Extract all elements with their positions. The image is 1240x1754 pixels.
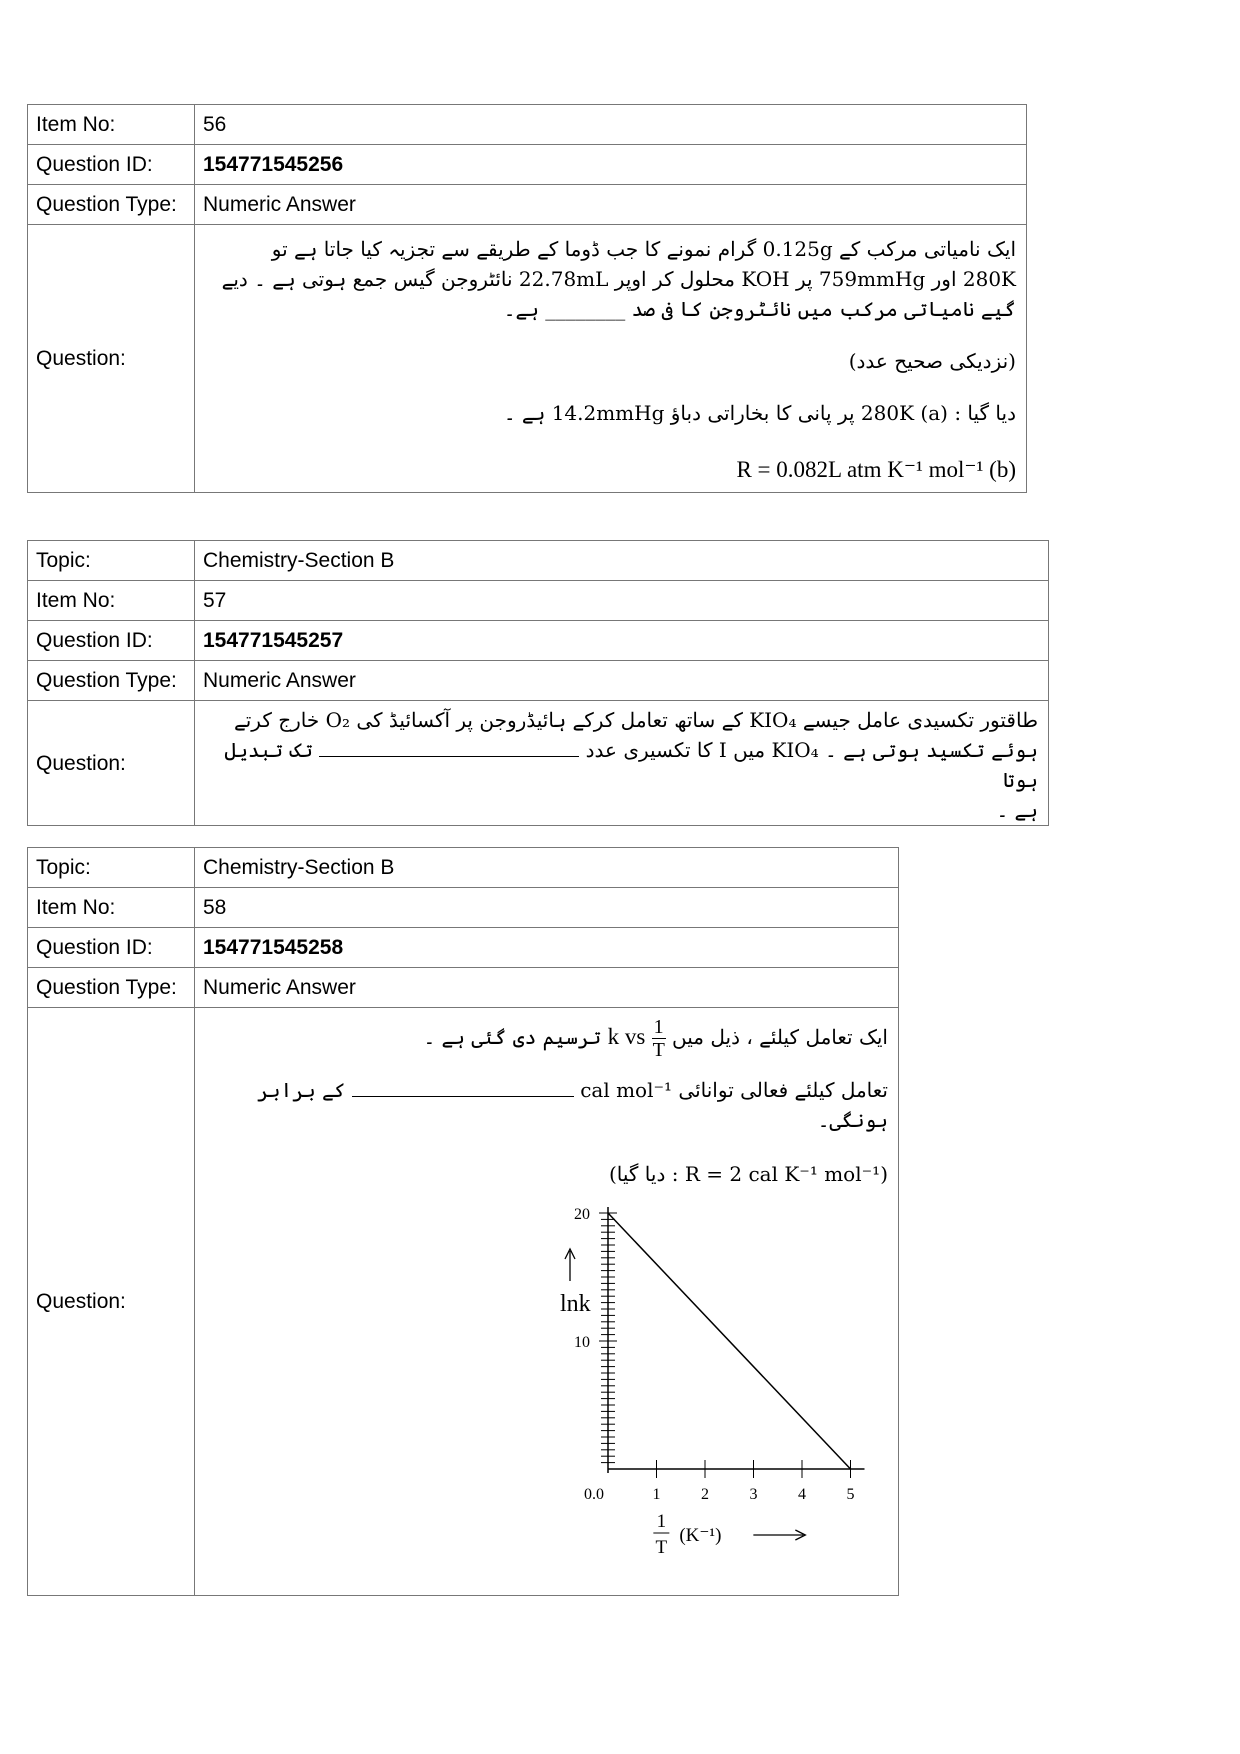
fraction-denominator: T (652, 1039, 665, 1061)
question-type-label: Question Type: (28, 661, 195, 701)
question-body (195, 701, 1049, 826)
question-line: طاقتور تکسیدی عامل جیسے KIO₄ کے ساتھ تعامل کرکے ہائیڈروجن پر آکسائیڈ کی O₂ خارج کرتے (234, 708, 1038, 732)
question-type-value: Numeric Answer (195, 185, 1027, 225)
lnk-vs-inverse-t-chart (560, 1201, 880, 1571)
question-line: ایک نامیاتی مرکب کے 0.125g گرام نمونے کا جب ڈوما کے طریقے سے تجزیہ کیا جاتا ہے تو (271, 237, 1016, 261)
topic-value: Chemistry-Section B (195, 848, 899, 888)
question-given: دیا گیا : (a) 280K پر پانی کا بخاراتی دباؤ 14.2mmHg ہے ۔ (503, 401, 1016, 425)
question-body (195, 1008, 899, 1596)
question-given: (R = 2 cal K⁻¹ mol⁻¹ : دیا گیا) (609, 1162, 888, 1186)
answer-blank (319, 738, 579, 757)
question-note: (نزدیکی صحیح عدد) (848, 349, 1016, 373)
question-type-label: Question Type: (28, 968, 195, 1008)
question-line-part: ترسیم دی گئی ہے ۔ (423, 1025, 602, 1049)
question-line: گیے نامیاتی مرکب میں نائٹروجن کا فی صد ________ ہے۔ (503, 297, 1016, 321)
question-line-part: تک تبدیل ہوتا (224, 738, 1038, 792)
item-no-label: Item No: (28, 888, 195, 928)
question-label: Question: (28, 701, 195, 826)
x-tick-label: 0.0 (584, 1486, 604, 1503)
answer-blank (352, 1078, 574, 1097)
x-tick-label: 3 (749, 1486, 758, 1503)
topic-value: Chemistry-Section B (195, 541, 1049, 581)
question-line-part: ایک تعامل کیلئے ، ذیل میں (672, 1025, 888, 1049)
question-body (195, 225, 1027, 493)
item-no-label: Item No: (28, 105, 195, 145)
question-id-label: Question ID: (28, 145, 195, 185)
question-line-part: ہوئے تکسید ہوتی ہے ۔ KIO₄ میں I کا تکسیری عدد (585, 738, 1038, 762)
x-tick-label: 4 (798, 1486, 806, 1503)
question-line-part: تعامل کیلئے فعالی توانائی cal mol⁻¹ (580, 1078, 888, 1102)
question-id-label: Question ID: (28, 621, 195, 661)
question-line-part: k vs (607, 1024, 646, 1049)
question-id-value: 154771545258 (195, 928, 899, 968)
question-line (205, 1075, 888, 1135)
question-line (205, 1016, 888, 1061)
question-line: 280K اور 759mmHg پر KOH محلول کر اوپر 22.78mL نائٹروجن گیس جمع ہوتی ہے ۔ دیے (221, 267, 1016, 291)
question-id-value: 154771545256 (195, 145, 1027, 185)
x-tick-label: 5 (846, 1486, 855, 1503)
series-line (608, 1213, 851, 1469)
item-no-value: 57 (195, 581, 1049, 621)
question-line: ہے ۔ (996, 798, 1038, 822)
x-label-unit: (K⁻¹) (679, 1525, 722, 1546)
question-line-part: کے برابر ہونگی۔ (257, 1078, 888, 1132)
item-no-value: 56 (195, 105, 1027, 145)
question-type-value: Numeric Answer (195, 968, 899, 1008)
topic-label: Topic: (28, 541, 195, 581)
question-id-value: 154771545257 (195, 621, 1049, 661)
question-57-table (27, 540, 1049, 826)
question-56-table (27, 104, 1027, 493)
question-label: Question: (28, 225, 195, 493)
question-id-label: Question ID: (28, 928, 195, 968)
item-no-value: 58 (195, 888, 899, 928)
x-tick-label: 2 (701, 1486, 709, 1503)
question-formula: R = 0.082L atm K⁻¹ mol⁻¹ (b) (736, 457, 1016, 482)
x-label-denominator: T (655, 1537, 668, 1558)
question-type-label: Question Type: (28, 185, 195, 225)
x-tick-label: 1 (652, 1486, 661, 1503)
item-no-label: Item No: (28, 581, 195, 621)
topic-label: Topic: (28, 848, 195, 888)
y-tick-label: 10 (574, 1334, 590, 1351)
y-axis-label: lnk (560, 1291, 591, 1317)
question-label: Question: (28, 1008, 195, 1596)
y-tick-label: 20 (574, 1206, 590, 1223)
fraction-1-over-t (652, 1016, 666, 1061)
question-type-value: Numeric Answer (195, 661, 1049, 701)
question-58-table (27, 847, 899, 1596)
x-label-numerator: 1 (656, 1511, 667, 1532)
fraction-numerator: 1 (653, 1016, 664, 1038)
question-line (205, 735, 1038, 795)
